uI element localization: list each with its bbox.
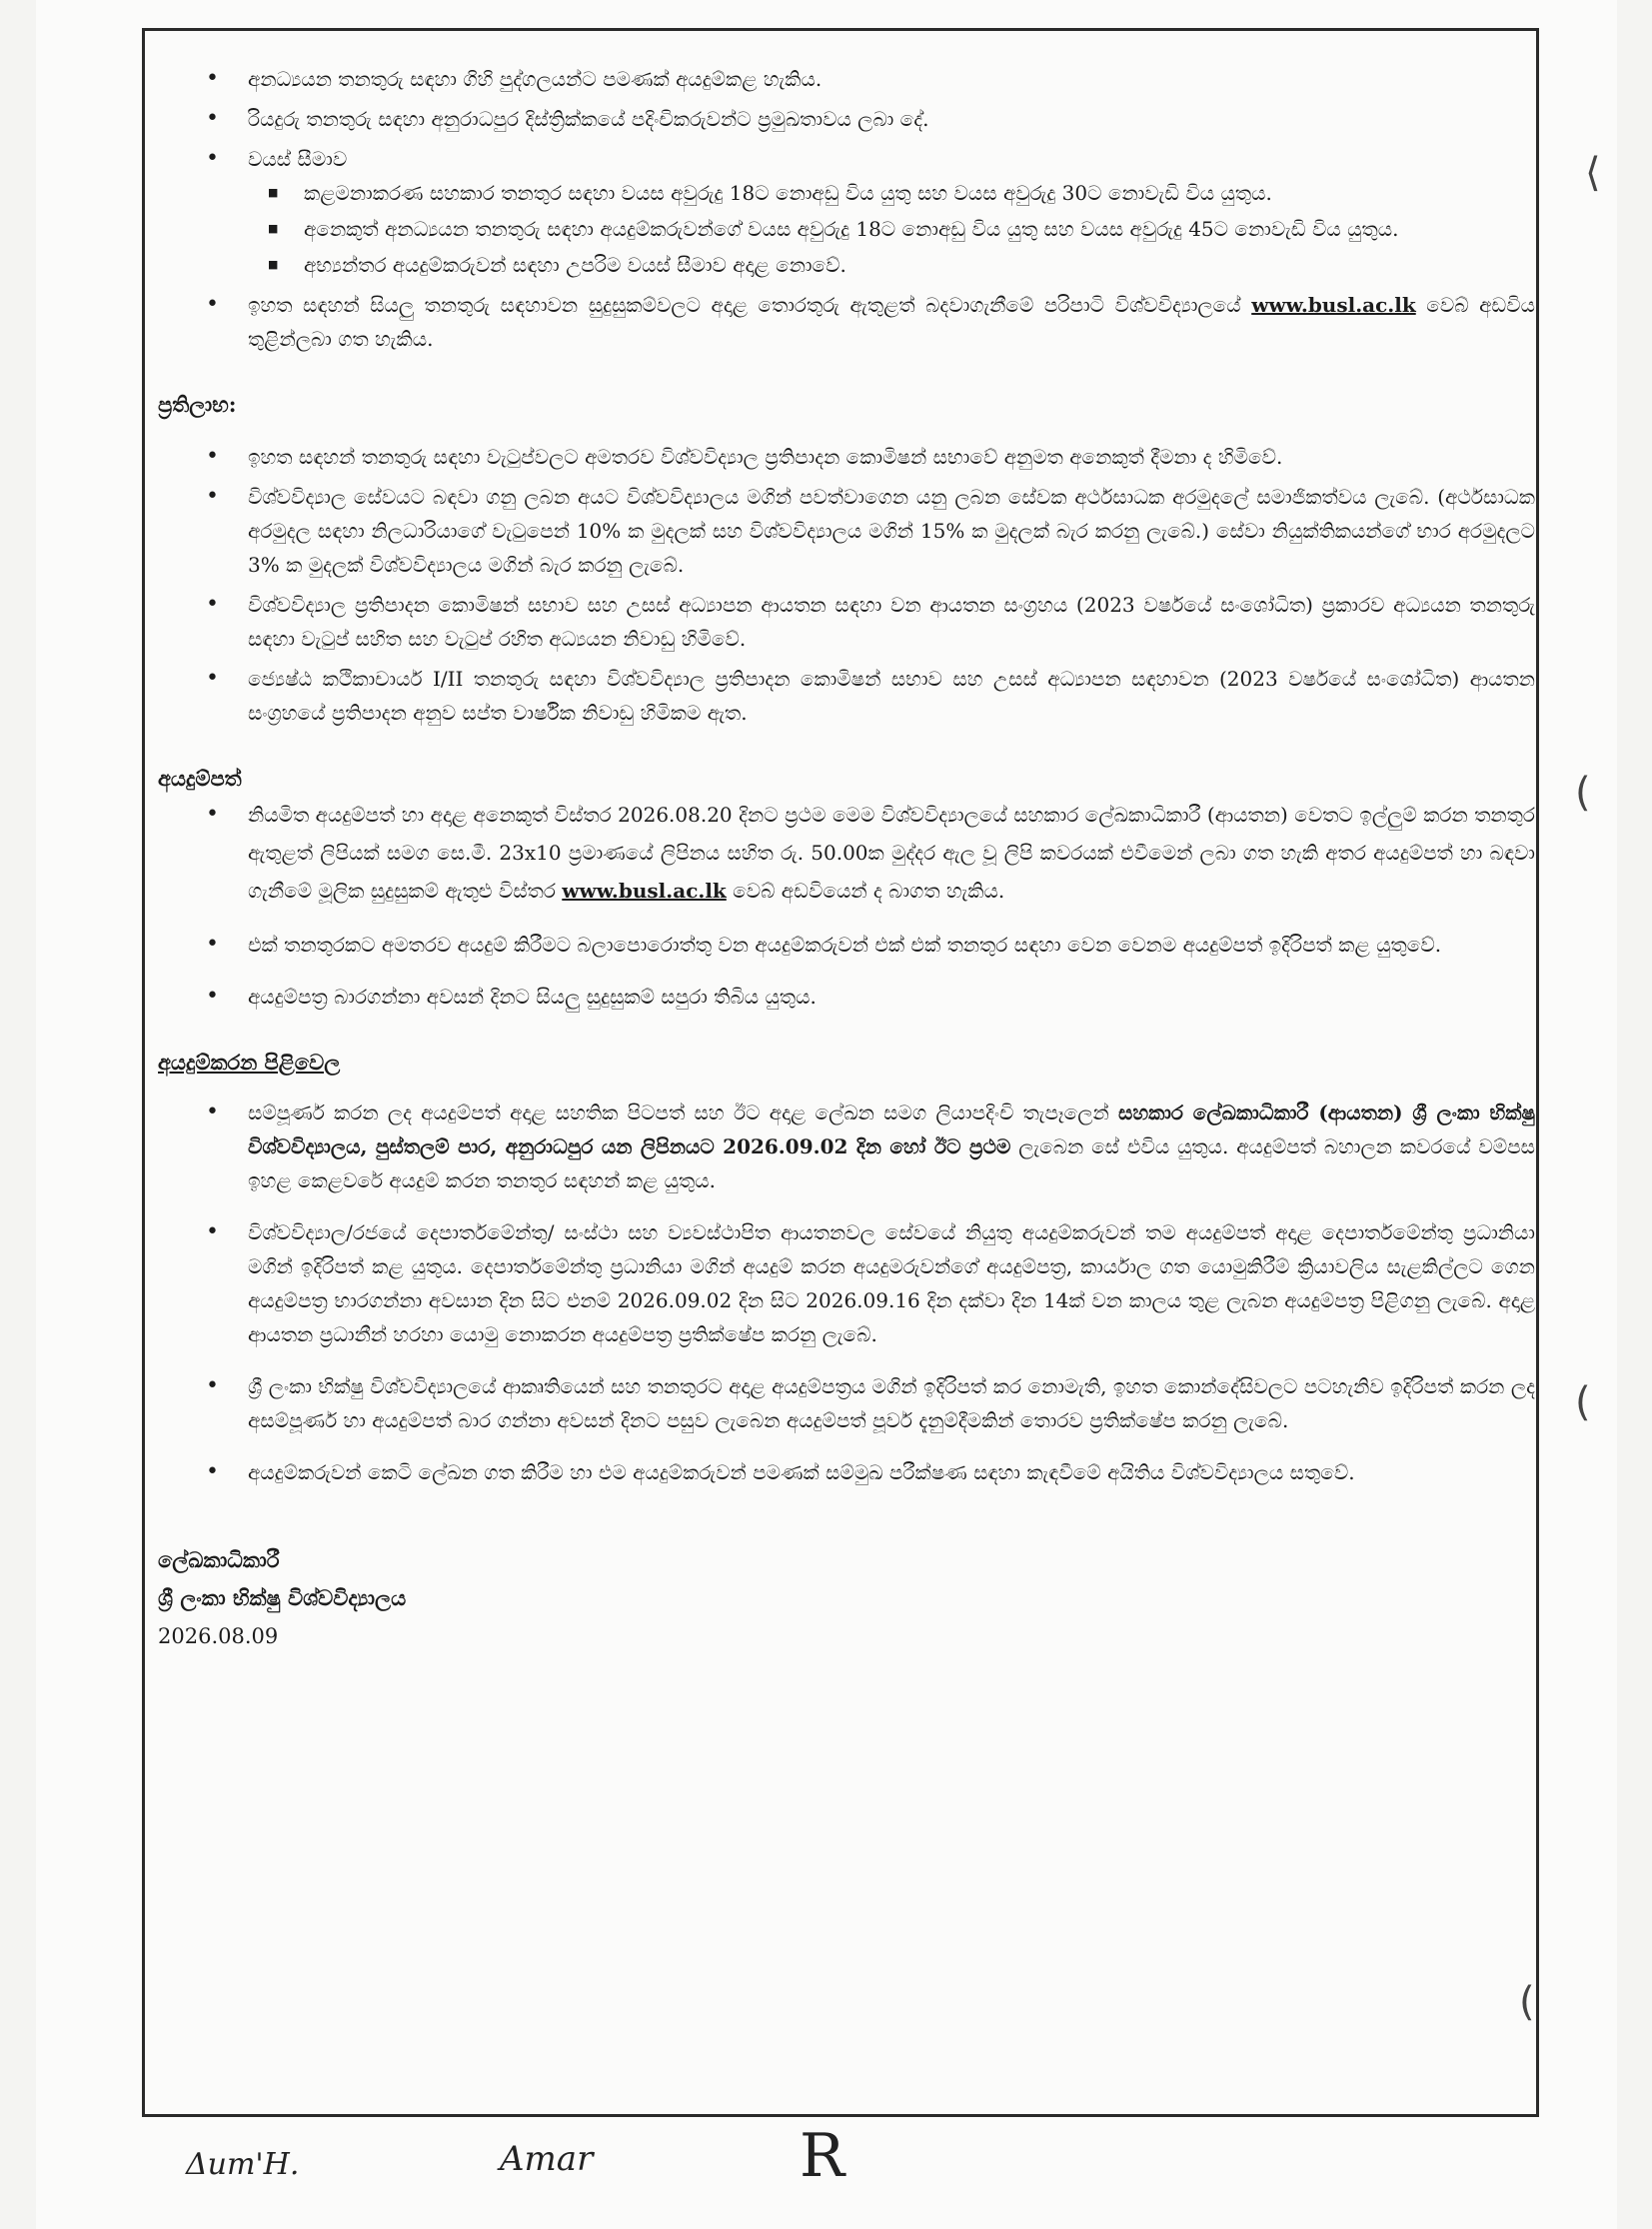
signatory-institution: ශ්‍රී ලංකා භික්ෂු විශ්වවිද්‍යාලය [158, 1585, 407, 1610]
submission-address: සහකාර ලේඛකාධිකාරී (ආයතන) ශ්‍රී ලංකා භික්ෂු විශ්වවිද්‍යාලය, පුස්තලම් පාර, අනුරාධපුර යන ලිපිනයට 2026.09.02 දින හෝ ඊට ප්‍රථම [248, 1101, 1535, 1158]
age-limit-list [248, 176, 1535, 282]
list-item: • අයදුම්කරුවන් කෙටි ලේඛන ගත කිරීම හා එම අයදුම්කරුවන් පමණක් සම්මුඛ පරීක්ෂණ සඳහා කැඳවීමේ අයිතිය විශ්වවිද්‍යාලය සතුවේ. [158, 1455, 1535, 1489]
handwritten-initial: R [800, 2121, 845, 2191]
website-link[interactable]: www.busl.ac.lk [1251, 293, 1416, 317]
website-link[interactable]: www.busl.ac.lk [562, 879, 727, 903]
handwritten-initial: Amar [500, 2139, 594, 2179]
list-item: ■ කළමනාකරණ සහකාර තනතුර සඳහා වයස අවුරුදු 18ට නොඅඩු විය යුතු සහ වයස අවුරුදු 30ට නොවැඩි විය යුතුය. [248, 176, 1535, 210]
list-item: • ජ්‍යෙෂ්ඨ කථිකාචාර්ය I/II තනතුරු සඳහා විශ්වවිද්‍යාල ප්‍රතිපාදන කොමිෂන් සභාව සහ උසස් අධ්‍යාපන සඳහාවන (2023 වර්ෂයේ සංශෝධිත) ආයතන සංග්‍රහයේ ප්‍රතිපාදන අනුව සප්ත වාර්ෂික නිවාඩු හිමිකම ඇත. [158, 662, 1535, 730]
list-item: • සම්පූර්ණ කරන ලද අයදුම්පත් අදාළ සහතික පිටපත් සහ ඊට අදාළ ලේඛන සමග ලියාපදිංචි තැපෑලෙන් සහකාර ලේඛකාධිකාරී (ආයතන) ශ්‍රී ලංකා භික්ෂු විශ්වවිද්‍යාලය, පුස්තලම් පාර, අනුරාධපුර යන ලිපිනයට 2026.09.02 දින හෝ ඊට ප්‍රථම ලැබෙන සේ එවිය යුතුය. අයදුම්පත් බහාලන කවරයේ වම්පස ඉහළ කෙළවරේ අයදුම් කරන තනතුර සඳහන් කළ යුතුය. [158, 1096, 1535, 1197]
application-heading: අයදුම්පත් [158, 766, 242, 791]
list-item: • එක් තනතුරකට අමතරව අයදුම් කිරීමට බලාපොරොත්තු වන අයදුම්කරුවන් එක් එක් තනතුර සඳහා වෙන වෙනම අයදුම්පත් ඉදිරිපත් කළ යුතුවේ. [158, 928, 1535, 962]
application-list [158, 796, 1535, 1014]
signatory-title: ලේඛකාධිකාරී [158, 1547, 280, 1572]
margin-bracket-mark: ( [1575, 1379, 1591, 1425]
benefits-heading: ප්‍රතිලාභ: [158, 392, 237, 417]
list-item: • විශ්වවිද්‍යාල ප්‍රතිපාදන කොමිෂන් සභාව සහ උසස් අධ්‍යාපන ආයතන සඳහා වන ආයතන සංග්‍රහය (2023 වර්ෂයේ සංශෝධිත) ප්‍රකාරව අධ්‍යයන තනතුරු සඳහා වැටුප් සහිත සහ වැටුප් රහිත අධ්‍යයන නිවාඩු හිමිවේ. [158, 588, 1535, 656]
margin-bracket-mark: ⟨ [1585, 150, 1601, 196]
list-item: • අයදුම්පත්‍ර බාරගන්නා අවසන් දිනට සියලු සුදුසුකම් සපුරා තිබිය යුතුය. [158, 980, 1535, 1014]
age-limit-label: වයස් සීමාව [248, 147, 348, 171]
document-body [158, 62, 1535, 1655]
list-item: • නියමිත අයදුම්පත් හා අදාළ අනෙකුත් විස්තර 2026.08.20 දිනට ප්‍රථම මෙම විශ්වවිද්‍යාලයේ සහකාර ලේඛකාධිකාරී (ආයතන) වෙතට ඉල්ලුම් කරන තනතුර ඇතුළත් ලිපියක් සමග සෙ.මී. 23x10 ප්‍රමාණයේ ලිපිනය සහිත රු. 50.00ක මුද්දර ඇල වූ ලිපි කවරයක් එවීමෙන් ලබා ගත හැකි අතර අයදුම්පත් හා බඳවා ගැනීමේ මූලික සුදුසුකම් ඇතුළු විස්තර www.busl.ac.lk වෙබ් අඩවියෙන් ද බාගත හැකිය. [158, 796, 1535, 910]
list-item: • අනධ්‍යයන තනතුරු සඳහා ගිහි පුද්ගලයන්ට පමණක් අයදුම්කළ හැකිය. [158, 62, 1535, 96]
benefits-list [158, 440, 1535, 730]
procedure-list [158, 1096, 1535, 1489]
signature-date: 2026.08.09 [158, 1624, 279, 1648]
list-item: • ශ්‍රී ලංකා භික්ෂු විශ්වවිද්‍යාලයේ ආකෘතියෙන් සහ තනතුරට අදාළ අයදුම්පත්‍රය මගින් ඉදිරිපත් කර නොමැති, ඉහත කොන්දේසිවලට පටහැනිව ඉදිරිපත් කරන ලද අසම්පූර්ණ හා අයදුම්පත් බාර ගන්නා අවසන් දිනට පසුව ලැබෙන අයදුම්පත් පූර්ව දැනුම්දීමකින් තොරව ප්‍රතික්ෂේප කරනු ලැබේ. [158, 1369, 1535, 1437]
margin-bracket-mark: ( [1575, 770, 1591, 816]
list-item: • ඉහත සඳහන් තනතුරු සඳහා වැටුප්වලට අමතරව විශ්වවිද්‍යාල ප්‍රතිපාදන කොමිෂන් සභාවේ අනුමත අනෙකුත් දීමනා ද හිමිවේ. [158, 440, 1535, 474]
eligibility-list [158, 62, 1535, 356]
list-item [158, 142, 1535, 282]
list-item: • රියදුරු තනතුරු සඳහා අනුරාධපුර දිස්ත්‍රික්කයේ පදිංචිකරුවන්ට ප්‍රමුඛතාවය ලබා දේ. [158, 102, 1535, 136]
handwritten-initial: Δum'H. [186, 2147, 300, 2182]
margin-bracket-mark: ( [1519, 1979, 1535, 2025]
signature-block [158, 1541, 1535, 1655]
list-item: • විශ්වවිද්‍යාල/රජයේ දෙපාර්තමේන්තු/ සංස්ථා සහ ව්‍යවස්ථාපිත ආයතනවල සේවයේ නියුතු අයදුම්කරුවන් තම අයදුම්පත් අදාළ දෙපාර්තමේන්තු ප්‍රධානියා මගින් ඉදිරිපත් කළ යුතුය. දෙපාර්තමේන්තු ප්‍රධානියා මගින් අයදුම් කරන අයදුමරුවන්ගේ අයදුම්පත්‍ර, කාර්යාල ගත යොමුකිරීම් ක්‍රියාවලිය සැළකිල්ලට ගෙන අයදුම්පත්‍ර භාරගන්නා අවසාන දින සිට එනම් 2026.09.02 දින සිට 2026.09.16 දින දක්වා දින 14ක් වන කාලය තුළ ලැබන අයදුම්පත්‍ර පිළිගනු ලැබේ. අදාළ ආයතන ප්‍රධානීන් හරහා යොමු නොකරන අයදුම්පත්‍ර ප්‍රතික්ෂේප කරනු ලැබේ. [158, 1215, 1535, 1351]
list-item: • විශ්වවිද්‍යාල සේවයට බඳවා ගනු ලබන අයට විශ්වවිද්‍යාලය මගින් පවත්වාගෙන යනු ලබන සේවක අර්ථසාධක අරමුදලේ සමාජිකත්වය ලැබේ. (අර්ථසාධක අරමුදල සඳහා නිලධාරියාගේ වැටුපෙන් 10% ක මුදලක් සහ විශ්වවිද්‍යාලය මගින් 15% ක මුදලක් බැර කරනු ලැබේ.) සේවා නියුක්තිකයන්ගේ භාර අරමුදලට 3% ක මුදලක් විශ්වවිද්‍යාලය මගින් බැර කරනු ලැබේ. [158, 480, 1535, 582]
list-item: ■ අනෙකුත් අනධ්‍යයන තනතුරු සඳහා අයදුම්කරුවන්ගේ වයස අවුරුදු 18ට නොඅඩු විය යුතු සහ වයස අවුරුදු 45ට නොවැඩි විය යුතුය. [248, 212, 1535, 246]
list-item: ■ අභ්‍යන්තර අයදුම්කරුවන් සඳහා උපරිම වයස් සීමාව අදාළ නොවේ. [248, 248, 1535, 282]
procedure-heading: අයදුම්කරන පිළිවෙල [158, 1050, 341, 1075]
list-item: • ඉහත සඳහන් සියලු තනතුරු සඳහාවන සුදුසුකම්වලට අදාළ තොරතුරු ඇතුළත් බදවාගැනීමේ පරිපාටි විශ්වවිද්‍යාලයේ www.busl.ac.lk වෙබ් අඩවිය තුළින්ලබා ගත හැකිය. [158, 288, 1535, 356]
